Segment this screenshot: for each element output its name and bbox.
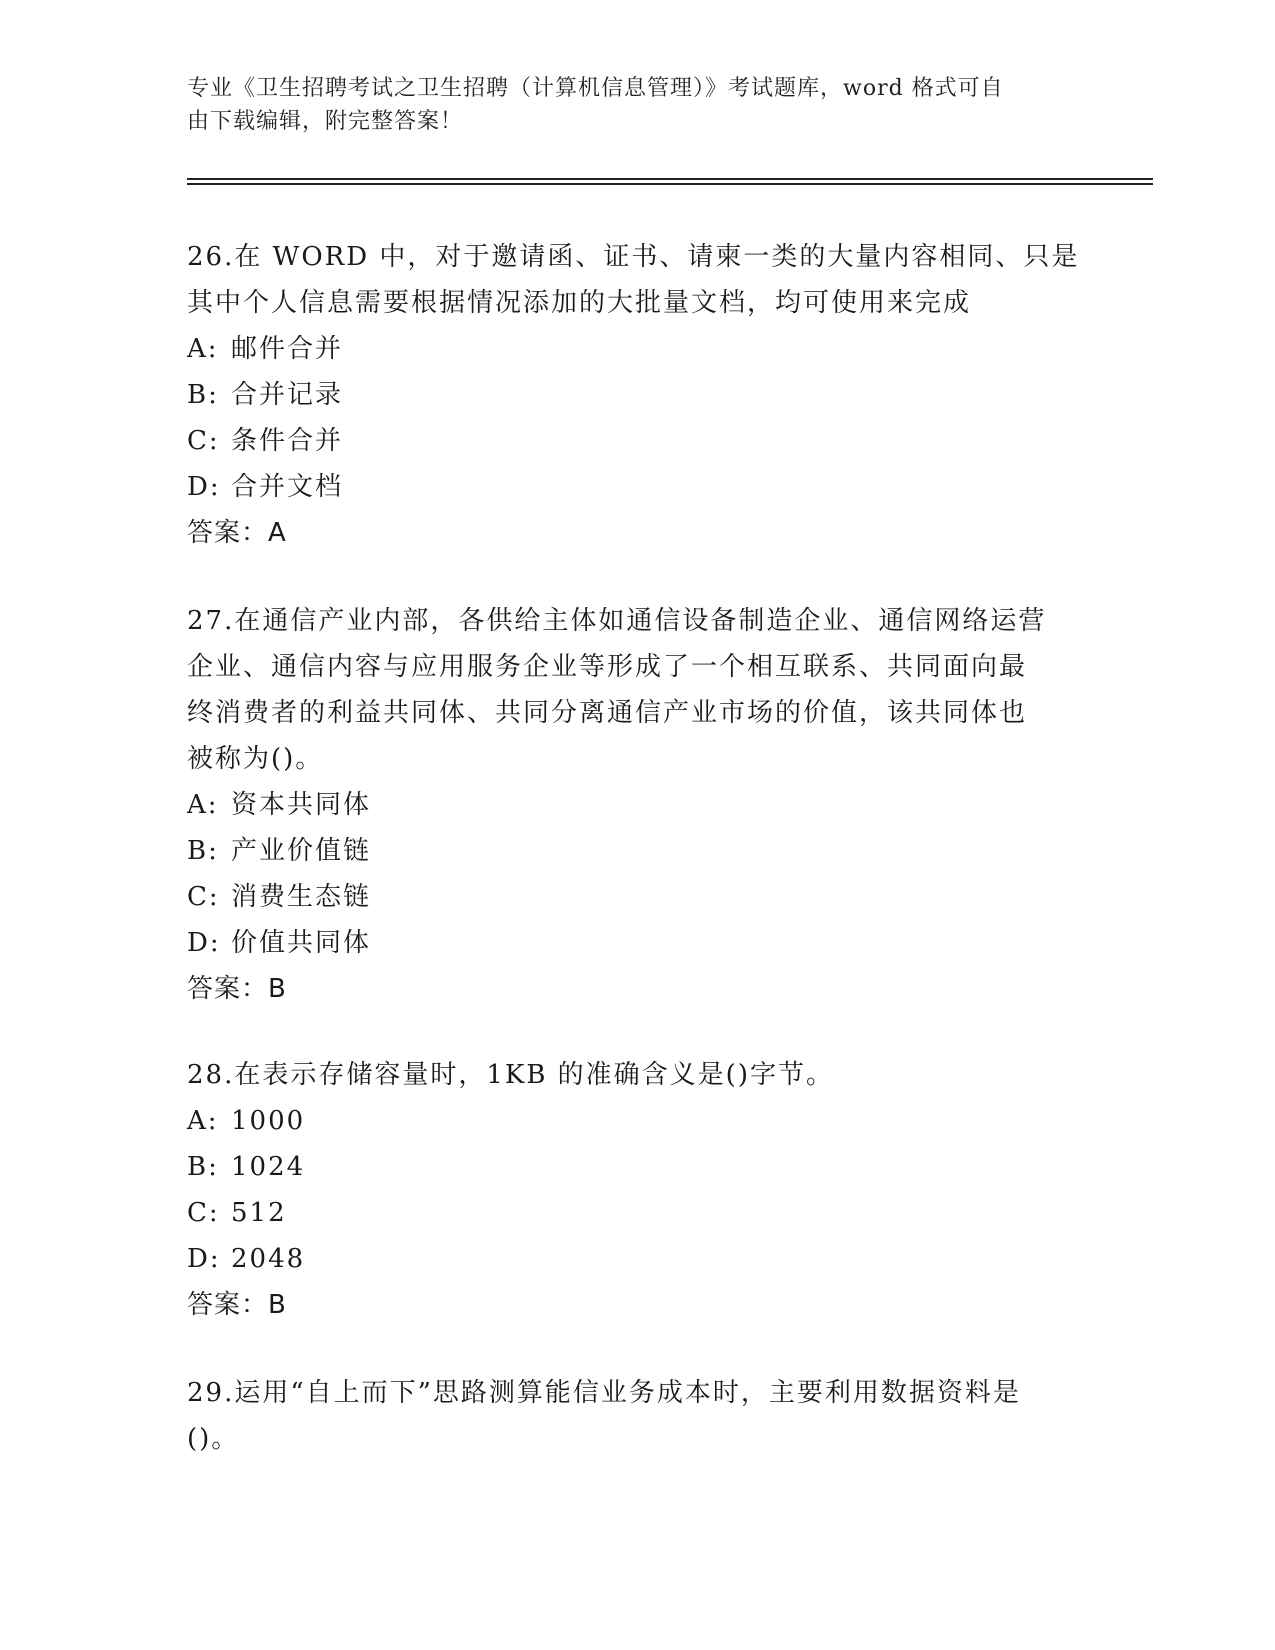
option-text: 产业价值链 bbox=[231, 836, 372, 866]
option-a bbox=[187, 782, 1087, 828]
answer-value: B bbox=[268, 1290, 287, 1320]
option-text: 合并记录 bbox=[231, 380, 344, 410]
option-text: 1024 bbox=[231, 1152, 306, 1182]
option-a bbox=[187, 326, 1087, 372]
option-text: 条件合并 bbox=[231, 426, 344, 456]
option-text: 资本共同体 bbox=[231, 790, 372, 820]
option-key: B: bbox=[187, 1152, 219, 1182]
option-d bbox=[187, 464, 1087, 510]
question-text-line: 26.在 WORD 中，对于邀请函、证书、请柬一类的大量内容相同、只是 bbox=[187, 242, 1080, 272]
answer-line bbox=[187, 510, 1087, 556]
option-key: A: bbox=[187, 1106, 219, 1136]
question-text-line: 29.运用“自上而下”思路测算能信业务成本时，主要利用数据资料是 bbox=[187, 1378, 1021, 1408]
option-text: 2048 bbox=[231, 1244, 306, 1274]
option-b bbox=[187, 828, 1087, 874]
option-c bbox=[187, 418, 1087, 464]
option-b bbox=[187, 1144, 1087, 1190]
answer-label: 答案： bbox=[187, 518, 269, 548]
answer-label: 答案： bbox=[187, 1290, 269, 1320]
option-text: 价值共同体 bbox=[231, 928, 372, 958]
question-text-line: ()。 bbox=[187, 1424, 240, 1454]
option-b bbox=[187, 372, 1087, 418]
option-key: B: bbox=[187, 380, 219, 410]
question-text-line: 27.在通信产业内部，各供给主体如通信设备制造企业、通信网络运营 bbox=[187, 606, 1047, 636]
question-27 bbox=[187, 598, 1087, 1012]
header-divider-top bbox=[187, 178, 1153, 180]
option-key: D: bbox=[187, 1244, 221, 1274]
option-text: 512 bbox=[231, 1198, 287, 1228]
option-key: D: bbox=[187, 472, 221, 502]
option-key: C: bbox=[187, 426, 220, 456]
answer-label: 答案： bbox=[187, 974, 269, 1004]
option-d bbox=[187, 1236, 1087, 1282]
question-26 bbox=[187, 234, 1087, 556]
option-key: D: bbox=[187, 928, 221, 958]
option-text: 邮件合并 bbox=[231, 334, 344, 364]
option-text: 合并文档 bbox=[231, 472, 344, 502]
question-29 bbox=[187, 1370, 1087, 1462]
option-key: A: bbox=[187, 334, 219, 364]
answer-value: A bbox=[268, 518, 287, 548]
option-key: C: bbox=[187, 1198, 220, 1228]
option-key: A: bbox=[187, 790, 219, 820]
question-text-line: 被称为()。 bbox=[187, 744, 324, 774]
option-text: 1000 bbox=[231, 1106, 306, 1136]
question-text-line: 企业、通信内容与应用服务企业等形成了一个相互联系、共同面向最 bbox=[187, 652, 1028, 682]
option-a bbox=[187, 1098, 1087, 1144]
header-line-1: 专业《卫生招聘考试之卫生招聘（计算机信息管理）》考试题库，word 格式可自 bbox=[187, 76, 1004, 101]
answer-line bbox=[187, 966, 1087, 1012]
question-text-line: 终消费者的利益共同体、共同分离通信产业市场的价值，该共同体也 bbox=[187, 698, 1028, 728]
option-text: 消费生态链 bbox=[231, 882, 372, 912]
option-key: B: bbox=[187, 836, 219, 866]
option-d bbox=[187, 920, 1087, 966]
option-c bbox=[187, 874, 1087, 920]
question-text-line: 28.在表示存储容量时，1KB 的准确含义是()字节。 bbox=[187, 1060, 834, 1090]
answer-line bbox=[187, 1282, 1087, 1328]
question-text-line: 其中个人信息需要根据情况添加的大批量文档，均可使用来完成 bbox=[187, 288, 972, 318]
document-header bbox=[187, 72, 1067, 138]
question-28 bbox=[187, 1052, 1087, 1328]
option-c bbox=[187, 1190, 1087, 1236]
header-line-2: 由下载编辑，附完整答案！ bbox=[187, 109, 464, 134]
option-key: C: bbox=[187, 882, 220, 912]
answer-value: B bbox=[268, 974, 287, 1004]
header-divider-bottom bbox=[187, 183, 1153, 185]
